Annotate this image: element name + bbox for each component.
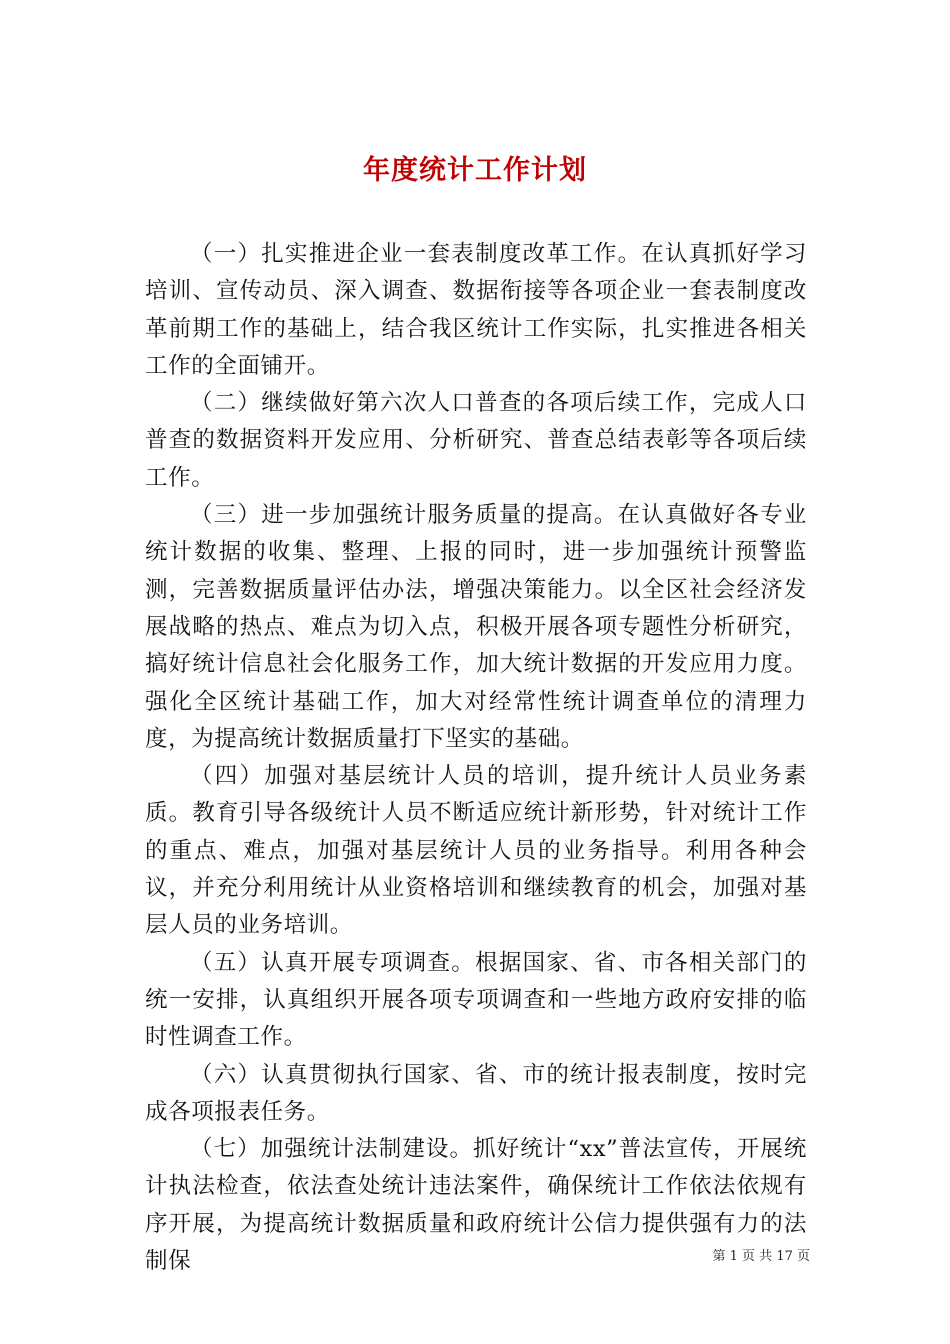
paragraph-1: （一）扎实推进企业一套表制度改革工作。在认真抓好学习培训、宣传动员、深入调查、数据衔接等各项企业一套表制度改革前期工作的基础上，结合我区统计工作实际，扎实推进各相关工作的全面铺开。 xyxy=(145,241,807,379)
paragraph-2: （二）继续做好第六次人口普查的各项后续工作，完成人口普查的数据资料开发应用、分析研究、普查总结表彰等各项后续工作。 xyxy=(145,390,807,491)
paragraph-5: （五）认真开展专项调查。根据国家、省、市各相关部门的统一安排，认真组织开展各项专项调查和一些地方政府安排的临时性调查工作。 xyxy=(145,949,807,1051)
page-number: 第 1 页 共 17 页 xyxy=(712,1249,810,1264)
paragraph-7: （七）加强统计法制建设。抓好统计“xx”普法宣传，开展统计执法检查，依法查处统计违法案件，确保统计工作依法依规有序开展，为提高统计数据质量和政府统计公信力提供强有力的法制保 xyxy=(145,1136,807,1275)
paragraph-6: （六）认真贯彻执行国家、省、市的统计报表制度，按时完成各项报表任务。 xyxy=(145,1061,807,1125)
paragraph-3: （三）进一步加强统计服务质量的提高。在认真做好各专业统计数据的收集、整理、上报的同时，进一步加强统计预警监测，完善数据质量评估办法，增强决策能力。以全区社会经济发展战略的热点、难点为切入点，积极开展各项专题性分析研究，搞好统计信息社会化服务工作，加大统计数据的开发应用力度。强化全区统计基础工作，加大对经常性统计调查单位的清理力度，为提高统计数据质量打下坚实的基础。 xyxy=(145,502,807,752)
paragraph-4: （四）加强对基层统计人员的培训，提升统计人员业务素质。教育引导各级统计人员不断适应统计新形势，针对统计工作的重点、难点，加强对基层统计人员的业务指导。利用各种会议，并充分利用统计从业资格培训和继续教育的机会，加强对基层人员的业务培训。 xyxy=(145,763,807,939)
document-title: 年度统计工作计划 xyxy=(363,155,587,187)
document-body xyxy=(145,236,807,1280)
